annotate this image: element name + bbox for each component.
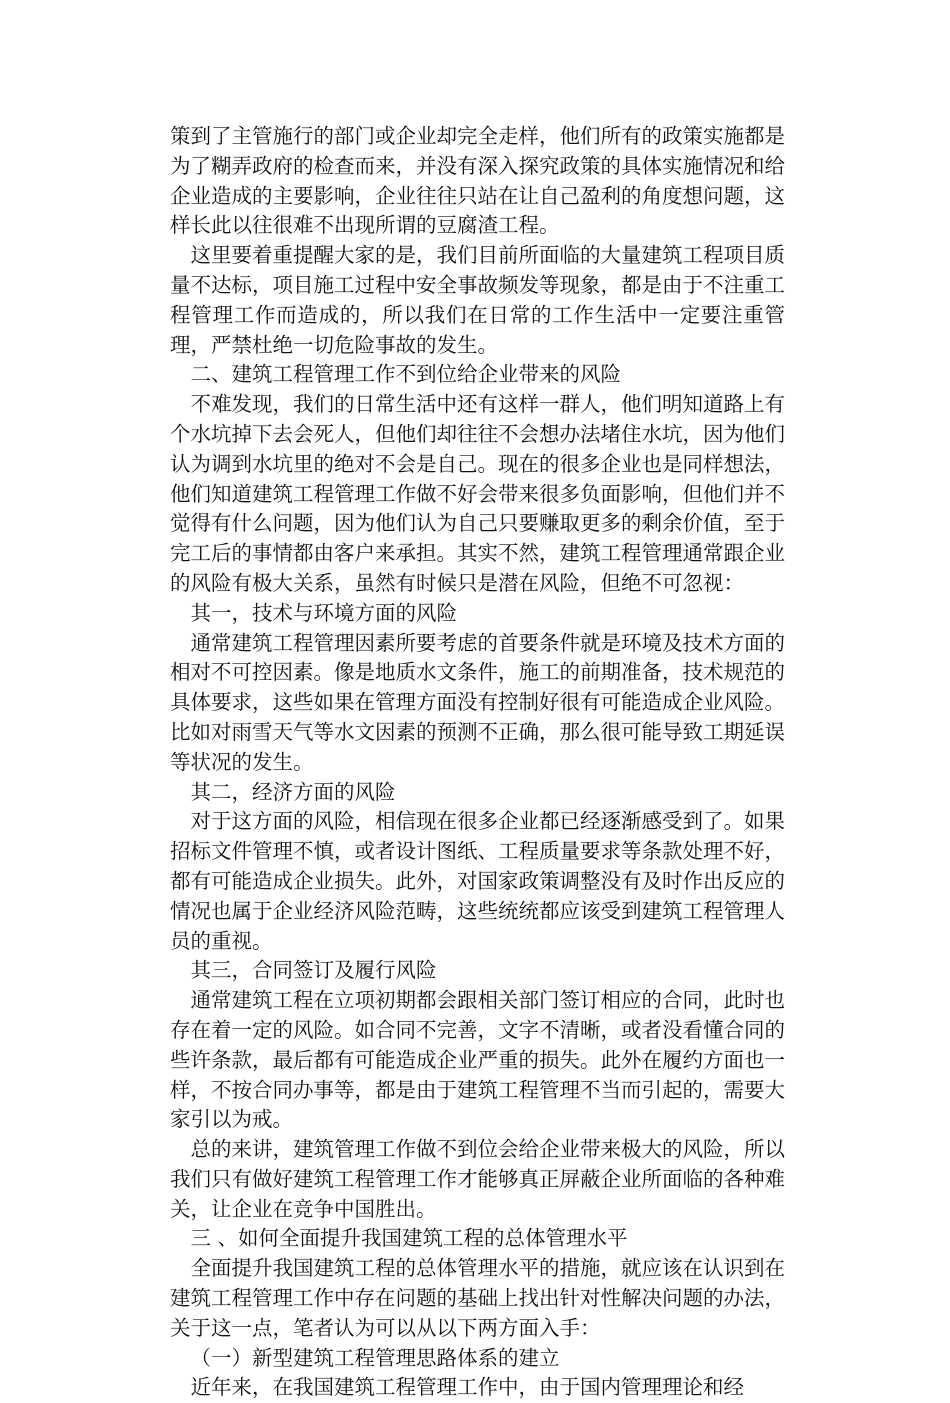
subheading-technical-risk: 其一，技术与环境方面的风险 [190, 600, 457, 625]
paragraph-contract-risk: 通常建筑工程在立项初期都会跟相关部门签订相应的合同，此时也存在着一定的风险。如合同不完善，文字不清晰，或者没看懂合同的些许条款，最后都有可能造成企业严重的损失。此外在履约方面也一样，不按合同办事等，都是由于建筑工程管理不当而引起的，需要大家引以为戒。 [170, 988, 785, 1132]
paragraph-policy-distortion: 策到了主管施行的部门或企业却完全走样，他们所有的政策实施都是为了糊弄政府的检查而来，并没有深入探究政策的具体实施情况和给企业造成的主要影响，企业往往只站在让自己盈利的角度想问题，这样长此以往很难不出现所谓的豆腐渣工程。 [170, 124, 785, 238]
subheading-new-system: （一）新型建筑工程管理思路体系的建立 [190, 1345, 560, 1370]
subheading-economic-risk: 其二，经济方面的风险 [190, 779, 396, 804]
paragraph-summary: 总的来讲，建筑管理工作做不到位会给企业带来极大的风险，所以我们只有做好建筑工程管理工作才能够真正屏蔽企业所面临的各种难关，让企业在竞争中国胜出。 [170, 1137, 785, 1221]
section-heading-2: 二、建筑工程管理工作不到位给企业带来的风险 [190, 362, 621, 387]
paragraph-risk-ignorance: 不难发现，我们的日常生活中还有这样一群人，他们明知道路上有个水坑掉下去会死人，但他们却往往不会想办法堵住水坑，因为他们认为调到水坑里的绝对不会是自己。现在的很多企业也是同样想法，他们知道建筑工程管理工作做不好会带来很多负面影响，但他们并不觉得有什么问题，因为他们认为自己只要赚取更多的剩余价值，至于完工后的事情都由客户来承担。其实不然，建筑工程管理通常跟企业的风险有极大关系，虽然有时候只是潜在风险，但绝不可忽视： [170, 392, 785, 595]
paragraph-technical-risk: 通常建筑工程管理因素所要考虑的首要条件就是环境及技术方面的相对不可控因素。像是地质水文条件，施工的前期准备，技术规范的具体要求，这些如果在管理方面没有控制好很有可能造成企业风险。比如对雨雪天气等水文因素的预测不正确，那么很可能导致工期延误等状况的发生。 [170, 630, 785, 774]
document-body [170, 122, 785, 1403]
paragraph-improvement-measures: 全面提升我国建筑工程的总体管理水平的措施，就应该在认识到在建筑工程管理工作中存在问题的基础上找出针对性解决问题的办法，关于这一点，笔者认为可以从以下两方面入手： [170, 1256, 785, 1340]
section-heading-3: 三 、如何全面提升我国建筑工程的总体管理水平 [190, 1226, 628, 1251]
subheading-contract-risk: 其三，合同签订及履行风险 [190, 958, 437, 983]
paragraph-recent-years: 近年来，在我国建筑工程管理工作中，由于国内管理理论和经 [190, 1375, 744, 1400]
paragraph-economic-risk: 对于这方面的风险，相信现在很多企业都已经逐渐感受到了。如果招标文件管理不慎，或者设计图纸、工程质量要求等条款处理不好，都有可能造成企业损失。此外，对国家政策调整没有及时作出反应的情况也属于企业经济风险范畴，这些统统都应该受到建筑工程管理人员的重视。 [170, 809, 785, 953]
paragraph-quality-warning: 这里要着重提醒大家的是，我们目前所面临的大量建筑工程项目质量不达标，项目施工过程中安全事故频发等现象，都是由于不注重工程管理工作而造成的，所以我们在日常的工作生活中一定要注重管理，严禁杜绝一切危险事故的发生。 [170, 243, 785, 357]
